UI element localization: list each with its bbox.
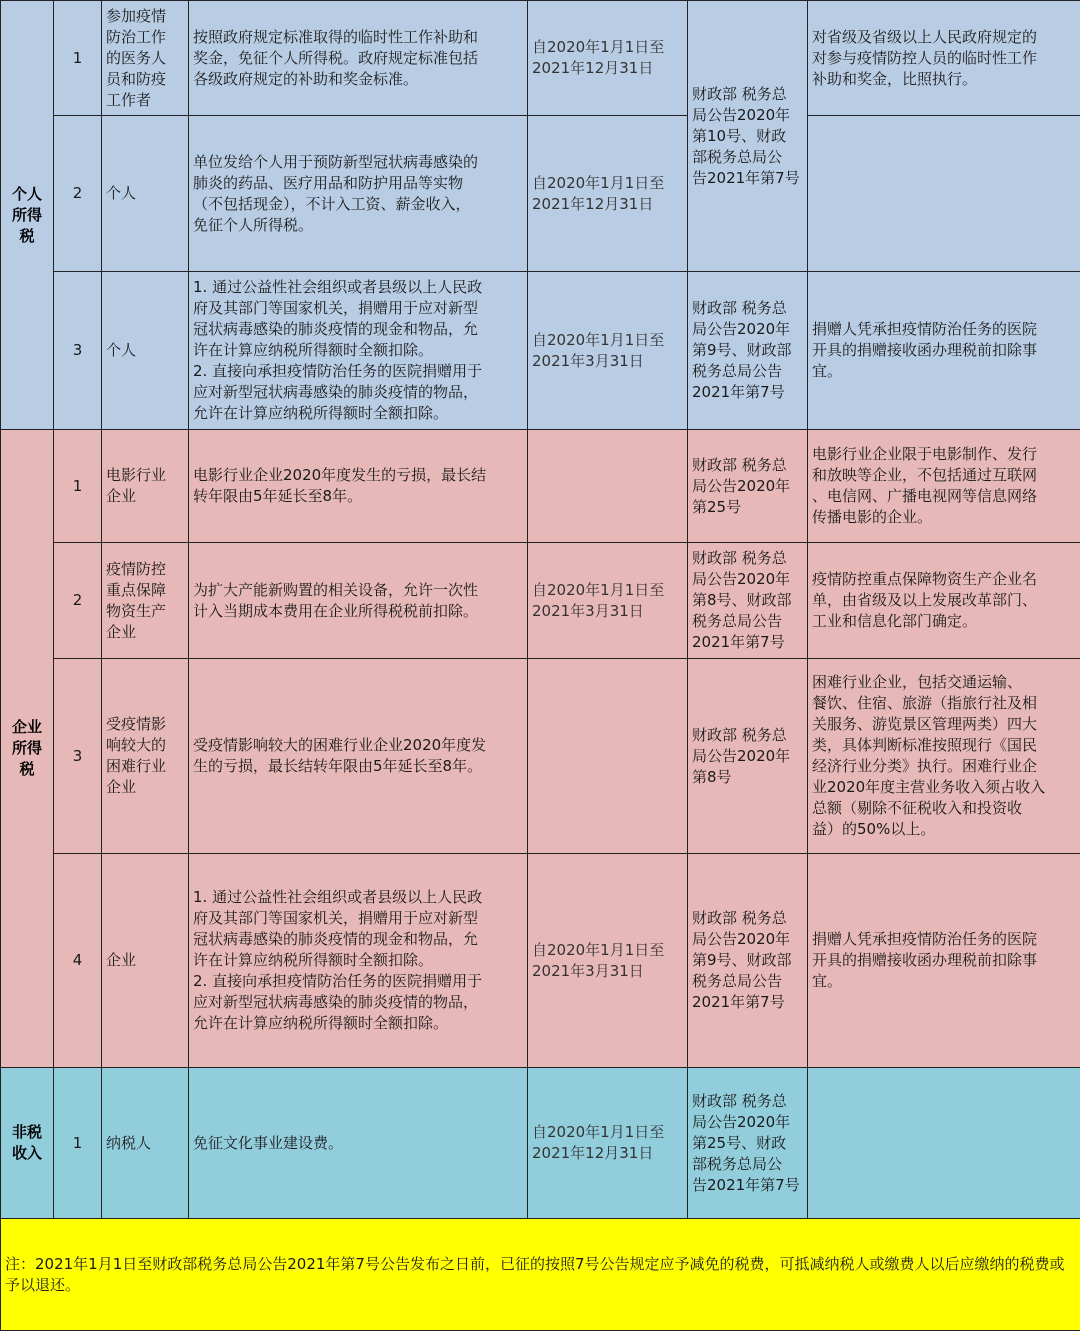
subject-cell: 企业 xyxy=(102,854,189,1068)
row-number: 3 xyxy=(54,659,102,854)
period-cell xyxy=(528,430,688,543)
basis-cell: 财政部 税务总 局公告2020年 第25号 xyxy=(688,430,808,543)
period-cell: 自2020年1月1日至 2021年12月31日 xyxy=(528,1,688,116)
period-cell: 自2020年1月1日至 2021年12月31日 xyxy=(528,116,688,272)
subject-cell: 受疫情影 响较大的 困难行业 企业 xyxy=(102,659,189,854)
remarks-cell: 困难行业企业，包括交通运输、 餐饮、住宿、旅游（指旅行社及相 关服务、游览景区管理两类）四大 类，具体判断标准按照现行《国民 经济行业分类》执行。困难行业企 业2020年度主营业务收入须占收入 总额（剔除不征税收入和投资收 益）的50%以上。 xyxy=(808,659,1080,854)
content-cell: 1. 通过公益性社会组织或者县级以上人民政 府及其部门等国家机关，捐赠用于应对新型 冠状病毒感染的肺炎疫情的现金和物品，允 许在计算应纳税所得额时全额扣除。 2. 直接向承担疫情防治任务的医院捐赠用于 应对新型冠状病毒感染的肺炎疫情的物品， 允许在计算应纳税所得额时全额扣除。 xyxy=(189,854,528,1068)
remarks-cell: 疫情防控重点保障物资生产企业名 单，由省级及以上发展改革部门、 工业和信息化部门确定。 xyxy=(808,543,1080,659)
table-row xyxy=(1,543,1080,659)
period-cell: 自2020年1月1日至 2021年3月31日 xyxy=(528,543,688,659)
row-number: 1 xyxy=(54,430,102,543)
subject-cell: 纳税人 xyxy=(102,1068,189,1219)
remarks-cell: 对省级及省级以上人民政府规定的 对参与疫情防控人员的临时性工作 补助和奖金，比照执行。 xyxy=(808,1,1080,116)
content-cell: 受疫情影响较大的困难行业企业2020年度发 生的亏损，最长结转年限由5年延长至8年。 xyxy=(189,659,528,854)
category-cell-individual-income-tax: 个人 所得 税 xyxy=(1,1,54,430)
note-row xyxy=(1,1219,1080,1331)
remarks-cell xyxy=(808,116,1080,272)
table-row xyxy=(1,854,1080,1068)
table-row xyxy=(1,1,1080,116)
row-number: 3 xyxy=(54,272,102,430)
table-row xyxy=(1,1068,1080,1219)
row-number: 2 xyxy=(54,543,102,659)
content-cell: 为扩大产能新购置的相关设备，允许一次性 计入当期成本费用在企业所得税税前扣除。 xyxy=(189,543,528,659)
remarks-cell: 电影行业企业限于电影制作、发行 和放映等企业，不包括通过互联网 、电信网、广播电视网等信息网络 传播电影的企业。 xyxy=(808,430,1080,543)
table-row xyxy=(1,659,1080,854)
remarks-cell xyxy=(808,1068,1080,1219)
table-row xyxy=(1,116,1080,272)
row-number: 1 xyxy=(54,1,102,116)
content-cell: 按照政府规定标准取得的临时性工作补助和 奖金，免征个人所得税。政府规定标准包括 各级政府规定的补助和奖金标准。 xyxy=(189,1,528,116)
remarks-cell: 捐赠人凭承担疫情防治任务的医院 开具的捐赠接收函办理税前扣除事 宜。 xyxy=(808,854,1080,1068)
table-row xyxy=(1,430,1080,543)
content-cell: 电影行业企业2020年度发生的亏损，最长结 转年限由5年延长至8年。 xyxy=(189,430,528,543)
subject-cell: 疫情防控 重点保障 物资生产 企业 xyxy=(102,543,189,659)
basis-cell: 财政部 税务总 局公告2020年 第25号、财政 部税务总局公 告2021年第7号 xyxy=(688,1068,808,1219)
period-cell xyxy=(528,659,688,854)
content-cell: 单位发给个人用于预防新型冠状病毒感染的 肺炎的药品、医疗用品和防护用品等实物 （不包括现金），不计入工资、薪金收入， 免征个人所得税。 xyxy=(189,116,528,272)
table-row xyxy=(1,272,1080,430)
basis-cell: 财政部 税务总 局公告2020年 第9号、财政部 税务总局公告 2021年第7号 xyxy=(688,272,808,430)
basis-cell: 财政部 税务总 局公告2020年 第9号、财政部 税务总局公告 2021年第7号 xyxy=(688,854,808,1068)
content-cell: 1. 通过公益性社会组织或者县级以上人民政 府及其部门等国家机关，捐赠用于应对新型 冠状病毒感染的肺炎疫情的现金和物品，允 许在计算应纳税所得额时全额扣除。 2. 直接向承担疫情防治任务的医院捐赠用于 应对新型冠状病毒感染的肺炎疫情的物品， 允许在计算应纳税所得额时全额扣除。 xyxy=(189,272,528,430)
footnote: 注：2021年1月1日至财政部税务总局公告2021年第7号公告发布之日前，已征的按照7号公告规定应予减免的税费，可抵减纳税人或缴费人以后应缴纳的税费或予以退还。 xyxy=(1,1219,1080,1331)
row-number: 1 xyxy=(54,1068,102,1219)
basis-cell: 财政部 税务总 局公告2020年 第8号、财政部 税务总局公告 2021年第7号 xyxy=(688,543,808,659)
subject-cell: 个人 xyxy=(102,272,189,430)
period-cell: 自2020年1月1日至 2021年3月31日 xyxy=(528,272,688,430)
category-cell-enterprise-income-tax: 企业 所得 税 xyxy=(1,430,54,1068)
subject-cell: 电影行业 企业 xyxy=(102,430,189,543)
remarks-cell: 捐赠人凭承担疫情防治任务的医院 开具的捐赠接收函办理税前扣除事 宜。 xyxy=(808,272,1080,430)
row-number: 4 xyxy=(54,854,102,1068)
row-number: 2 xyxy=(54,116,102,272)
category-cell-non-tax-revenue: 非税 收入 xyxy=(1,1068,54,1219)
subject-cell: 个人 xyxy=(102,116,189,272)
basis-cell: 财政部 税务总 局公告2020年 第10号、财政 部税务总局公 告2021年第7号 xyxy=(688,1,808,272)
basis-cell: 财政部 税务总 局公告2020年 第8号 xyxy=(688,659,808,854)
content-cell: 免征文化事业建设费。 xyxy=(189,1068,528,1219)
period-cell: 自2020年1月1日至 2021年3月31日 xyxy=(528,854,688,1068)
period-cell: 自2020年1月1日至 2021年12月31日 xyxy=(528,1068,688,1219)
subject-cell: 参加疫情 防治工作 的医务人 员和防疫 工作者 xyxy=(102,1,189,116)
